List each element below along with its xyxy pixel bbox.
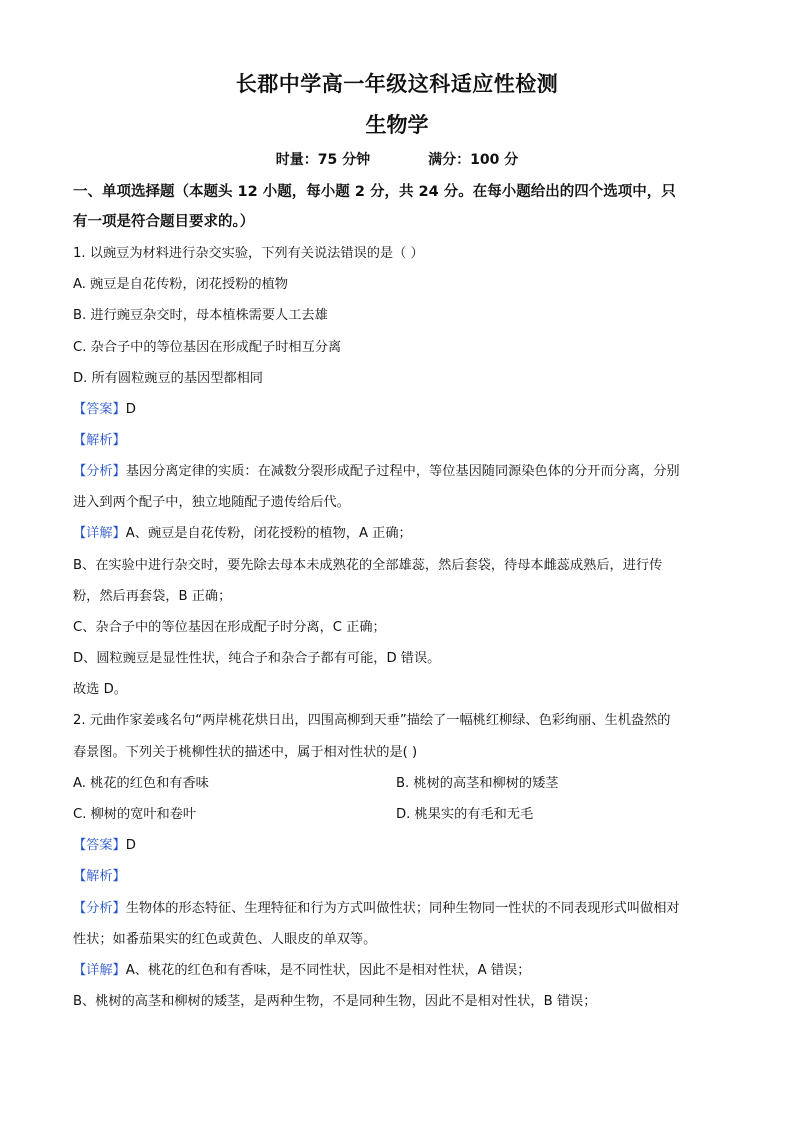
xiangjie-text: A、豌豆是自花传粉，闭花授粉的植物，A 正确；: [125, 526, 412, 541]
q1-stem: 1. 以豌豆为材料进行杂交实验，下列有关说法错误的是（ ）: [73, 246, 424, 261]
fenxi-text: 生物体的形态特征、生理特征和行为方式叫做性状；同种生物同一性状的不同表现形式叫做相对: [125, 901, 680, 916]
q1-option-b: B. 进行豌豆杂交时，母本植株需要人工去雄: [73, 308, 328, 323]
exam-title: 长郡中学高一年级这科适应性检测: [235, 72, 559, 96]
answer-value: D: [125, 402, 136, 417]
q1-fenxi-line1: [73, 462, 680, 482]
q1-conclusion: 故选 D。: [73, 682, 127, 697]
q1-explain-c: C、杂合子中的等位基因在形成配子时分离，C 正确；: [73, 620, 386, 635]
fenxi-text: 基因分离定律的实质：在减数分裂形成配子过程中，等位基因随同源染色体的分开而分离，分别: [125, 464, 680, 479]
q2-stem-line2: 春景图。下列关于桃柳性状的描述中，属于相对性状的是( ): [73, 745, 418, 760]
q2-xiangjie-line1: [73, 961, 530, 981]
q2-fenxi-line1: [73, 899, 680, 919]
q2-option-d: D. 桃果实的有毛和无毛: [396, 807, 534, 822]
fenxi-tag: 【分析】: [73, 901, 126, 916]
q2-jiexi-tag: 【解析】: [73, 869, 126, 884]
section-heading-line2: 有一项是符合题目要求的。）: [73, 214, 255, 230]
xiangjie-text: A、桃花的红色和有香味，是不同性状，因此不是相对性状，A 错误；: [125, 963, 531, 978]
q2-fenxi-line2: 性状；如番茄果实的红色或黄色、人眼皮的单双等。: [73, 932, 377, 947]
q1-fenxi-line2: 进入到两个配子中，独立地随配子遗传给后代。: [73, 495, 350, 510]
answer-tag: 【答案】: [73, 402, 126, 417]
xiangjie-tag: 【详解】: [73, 963, 126, 978]
answer-value: D: [125, 838, 136, 853]
q2-answer: [73, 836, 136, 856]
q1-option-a: A. 豌豆是自花传粉，闭花授粉的植物: [73, 277, 288, 292]
exam-meta: [0, 149, 794, 169]
q2-option-a: A. 桃花的红色和有香味: [73, 776, 209, 791]
q1-explain-b-line2: 粉，然后再套袋，B 正确；: [73, 589, 232, 604]
section-heading-line1: 一、单项选择题（本题头 12 小题，每小题 2 分，共 24 分。在每小题给出的四个选项中，只: [73, 184, 676, 200]
q1-jiexi-tag: 【解析】: [73, 433, 126, 448]
q1-answer: [73, 400, 136, 420]
q1-explain-d: D、圆粒豌豆是显性性状，纯合子和杂合子都有可能，D 错误。: [73, 651, 441, 666]
exam-score: 满分：100 分: [428, 152, 519, 168]
subject-title: 生物学: [365, 113, 429, 137]
q2-option-b: B. 桃树的高茎和柳树的矮茎: [396, 776, 559, 791]
q2-explain-b: B、桃树的高茎和柳树的矮茎，是两种生物，不是同种生物，因此不是相对性状，B 错误；: [73, 994, 597, 1009]
q2-option-c: C. 柳树的宽叶和卷叶: [73, 807, 197, 822]
q1-option-c: C. 杂合子中的等位基因在形成配子时相互分离: [73, 340, 342, 355]
q1-xiangjie-line1: [73, 524, 412, 544]
xiangjie-tag: 【详解】: [73, 526, 126, 541]
q2-stem-line1: 2. 元曲作家姜彧名句“两岸桃花烘日出，四围高柳到天垂”描绘了一幅桃红柳绿、色彩绚丽、生机盎然的: [73, 713, 671, 728]
q1-option-d: D. 所有圆粒豌豆的基因型都相同: [73, 371, 263, 386]
q1-explain-b-line1: B、在实验中进行杂交时，要先除去母本未成熟花的全部雄蕊，然后套袋，待母本雌蕊成熟后，进行传: [73, 558, 663, 573]
exam-time: 时量：75 分钟: [275, 152, 371, 168]
fenxi-tag: 【分析】: [73, 464, 126, 479]
answer-tag: 【答案】: [73, 838, 126, 853]
